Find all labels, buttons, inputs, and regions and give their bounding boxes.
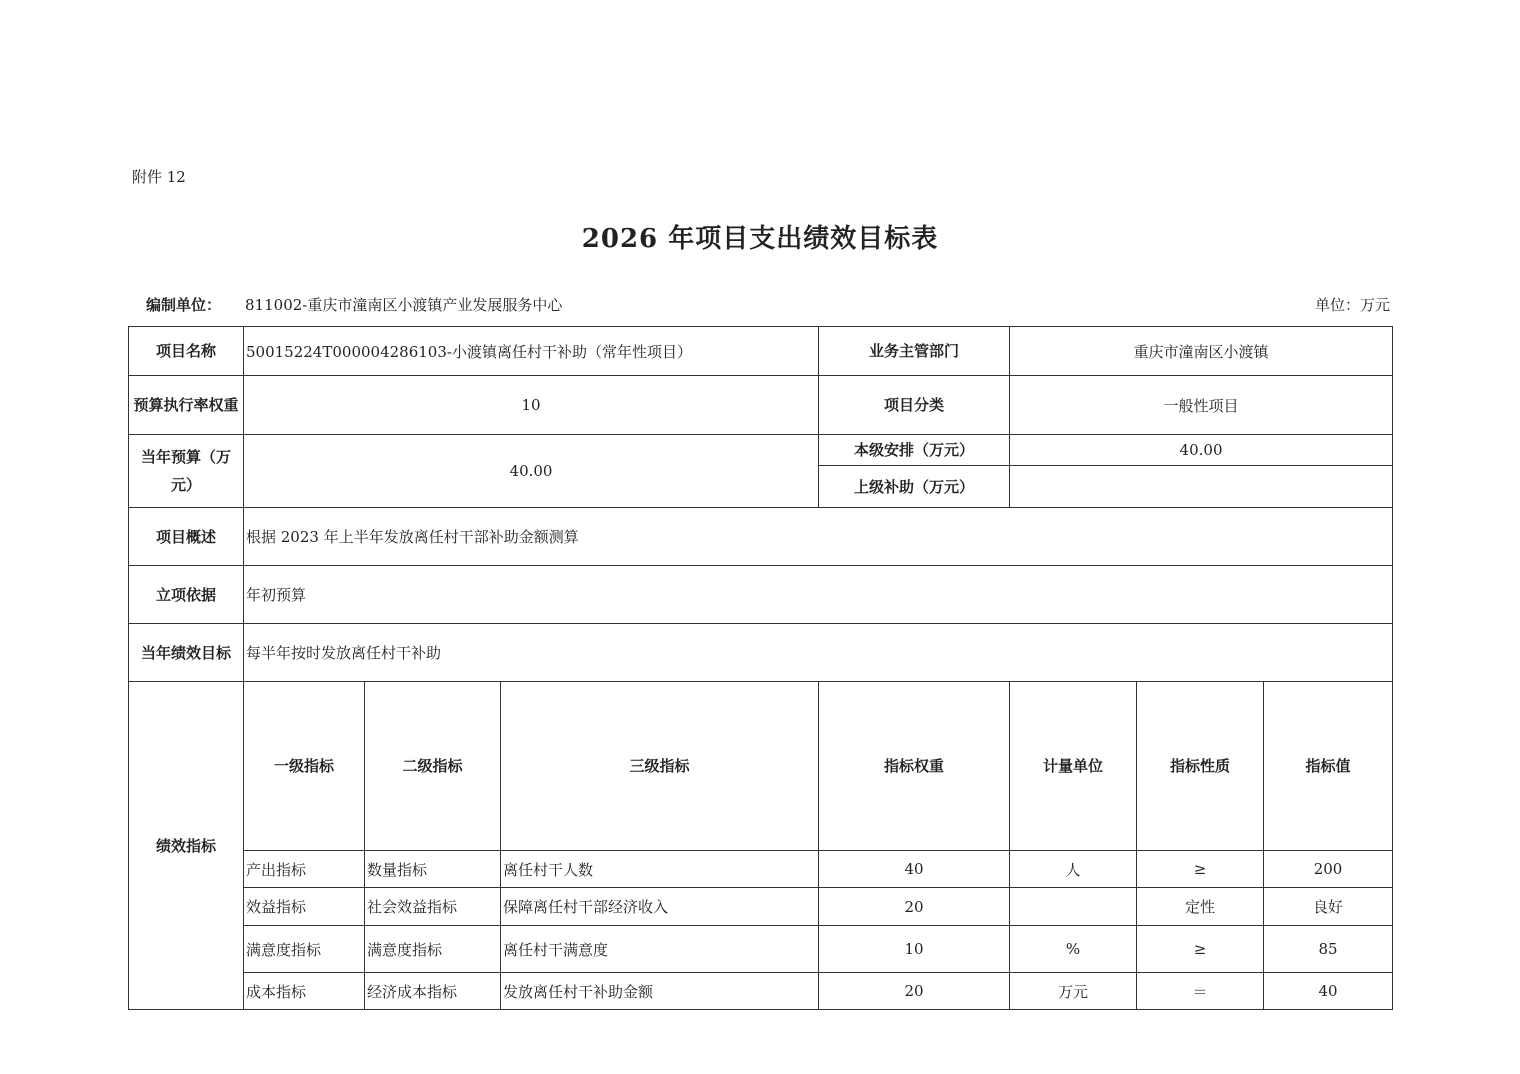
basis-label: 立项依据 — [129, 566, 244, 624]
nature-cell: ≥ — [1137, 926, 1264, 973]
prepared-by — [146, 294, 562, 315]
weight-cell: 20 — [819, 888, 1010, 926]
attachment-label: 附件 12 — [132, 168, 186, 186]
level2-cell: 数量指标 — [365, 851, 501, 888]
column-header: 三级指标 — [501, 682, 819, 851]
level1-cell: 产出指标 — [244, 851, 365, 888]
level3-cell: 保障离任村干部经济收入 — [501, 888, 819, 926]
dept-value: 重庆市潼南区小渡镇 — [1010, 327, 1393, 376]
level3-cell: 离任村干人数 — [501, 851, 819, 888]
table-row — [129, 888, 1393, 926]
overview-label: 项目概述 — [129, 508, 244, 566]
page-title: 2026 年项目支出绩效目标表 — [581, 224, 939, 254]
level2-cell: 经济成本指标 — [365, 973, 501, 1010]
column-header: 计量单位 — [1010, 682, 1137, 851]
target-cell: 良好 — [1264, 888, 1393, 926]
unit-cell — [1010, 888, 1137, 926]
upper-value — [1010, 466, 1393, 508]
local-label: 本级安排（万元） — [819, 435, 1010, 466]
unit-cell: 万元 — [1010, 973, 1137, 1010]
target-cell: 85 — [1264, 926, 1393, 973]
target-cell: 200 — [1264, 851, 1393, 888]
overview-value: 根据 2023 年上半年发放离任村干部补助金额测算 — [244, 508, 1393, 566]
category-value: 一般性项目 — [1010, 376, 1393, 435]
level2-cell: 满意度指标 — [365, 926, 501, 973]
table-row — [129, 926, 1393, 973]
budget-label: 当年预算（万元） — [129, 435, 244, 508]
prepared-by-value: 811002-重庆市潼南区小渡镇产业发展服务中心 — [245, 296, 563, 314]
table-row — [129, 851, 1393, 888]
upper-label: 上级补助（万元） — [819, 466, 1010, 508]
unit-cell: 人 — [1010, 851, 1137, 888]
prepared-by-label: 编制单位： — [146, 296, 222, 314]
level3-cell: 发放离任村干补助金额 — [501, 973, 819, 1010]
basis-value: 年初预算 — [244, 566, 1393, 624]
performance-table — [128, 326, 1393, 1010]
project-name: 50015224T000004286103-小渡镇离任村干补助（常年性项目） — [244, 327, 819, 376]
nature-cell: 定性 — [1137, 888, 1264, 926]
unit-cell: % — [1010, 926, 1137, 973]
weight-value: 10 — [244, 376, 819, 435]
currency-unit: 单位：万元 — [1314, 296, 1390, 314]
budget-value: 40.00 — [244, 435, 819, 508]
column-header: 指标值 — [1264, 682, 1393, 851]
level1-cell: 满意度指标 — [244, 926, 365, 973]
table-row — [129, 973, 1393, 1010]
category-label: 项目分类 — [819, 376, 1010, 435]
project-name-label: 项目名称 — [129, 327, 244, 376]
level1-cell: 成本指标 — [244, 973, 365, 1010]
column-header: 指标性质 — [1137, 682, 1264, 851]
level3-cell: 离任村干满意度 — [501, 926, 819, 973]
goal-value: 每半年按时发放离任村干补助 — [244, 624, 1393, 682]
column-header: 二级指标 — [365, 682, 501, 851]
level1-cell: 效益指标 — [244, 888, 365, 926]
goal-label: 当年绩效目标 — [129, 624, 244, 682]
nature-cell: ＝ — [1137, 973, 1264, 1010]
weight-cell: 20 — [819, 973, 1010, 1010]
indicator-label: 绩效指标 — [129, 682, 244, 1010]
target-cell: 40 — [1264, 973, 1393, 1010]
column-header: 指标权重 — [819, 682, 1010, 851]
weight-cell: 10 — [819, 926, 1010, 973]
local-value: 40.00 — [1010, 435, 1393, 466]
column-header: 一级指标 — [244, 682, 365, 851]
dept-label: 业务主管部门 — [819, 327, 1010, 376]
nature-cell: ≥ — [1137, 851, 1264, 888]
weight-label: 预算执行率权重 — [129, 376, 244, 435]
weight-cell: 40 — [819, 851, 1010, 888]
level2-cell: 社会效益指标 — [365, 888, 501, 926]
